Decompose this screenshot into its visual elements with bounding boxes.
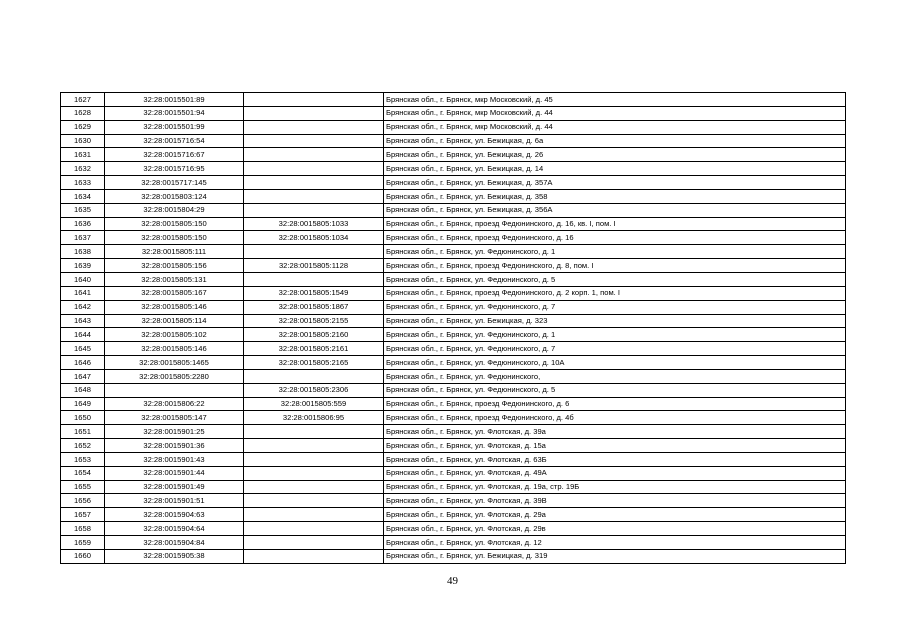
cell-cadastral-number: 32:28:0015806:22 <box>105 397 244 411</box>
cell-cadastral-number: 32:28:0015716:67 <box>105 148 244 162</box>
cell-number: 1653 <box>61 452 105 466</box>
cell-object-number <box>244 176 384 190</box>
cell-number: 1649 <box>61 397 105 411</box>
cell-address: Брянская обл., г. Брянск, проезд Федюнинского, д. 6 <box>384 397 846 411</box>
cell-address: Брянская обл., г. Брянск, ул. Федюнинского, д. 5 <box>384 272 846 286</box>
cell-address: Брянская обл., г. Брянск, ул. Флотская, д. 39В <box>384 494 846 508</box>
cell-cadastral-number: 32:28:0015901:51 <box>105 494 244 508</box>
cell-cadastral-number: 32:28:0015901:25 <box>105 425 244 439</box>
cell-object-number <box>244 106 384 120</box>
table-row <box>61 93 846 107</box>
cell-address: Брянская обл., г. Брянск, ул. Флотская, д. 29а <box>384 508 846 522</box>
cell-cadastral-number: 32:28:0015803:124 <box>105 189 244 203</box>
cell-number: 1651 <box>61 425 105 439</box>
table-row <box>61 134 846 148</box>
cell-cadastral-number: 32:28:0015805:131 <box>105 272 244 286</box>
cell-cadastral-number: 32:28:0015905:38 <box>105 549 244 563</box>
table-row <box>61 106 846 120</box>
page-number: 49 <box>447 575 458 587</box>
cell-object-number <box>244 134 384 148</box>
cell-cadastral-number: 32:28:0015901:49 <box>105 480 244 494</box>
cell-object-number <box>244 508 384 522</box>
cell-address: Брянская обл., г. Брянск, ул. Бежицкая, д. 6а <box>384 134 846 148</box>
table-row <box>61 452 846 466</box>
cell-object-number: 32:28:0015805:2165 <box>244 356 384 370</box>
cell-number: 1647 <box>61 369 105 383</box>
table-row <box>61 314 846 328</box>
cell-address: Брянская обл., г. Брянск, ул. Флотская, д. 29в <box>384 522 846 536</box>
cell-object-number <box>244 93 384 107</box>
cell-number: 1646 <box>61 356 105 370</box>
cell-address: Брянская обл., г. Брянск, ул. Бежицкая, д. 319 <box>384 549 846 563</box>
cell-object-number <box>244 189 384 203</box>
cell-cadastral-number: 32:28:0015901:43 <box>105 452 244 466</box>
cell-object-number <box>244 425 384 439</box>
table-row <box>61 439 846 453</box>
table-row <box>61 162 846 176</box>
cell-address: Брянская обл., г. Брянск, мкр Московский, д. 45 <box>384 93 846 107</box>
cell-object-number <box>244 120 384 134</box>
cell-number: 1642 <box>61 300 105 314</box>
cell-object-number <box>244 369 384 383</box>
cell-cadastral-number: 32:28:0015805:2280 <box>105 369 244 383</box>
table-row <box>61 217 846 231</box>
cell-number: 1628 <box>61 106 105 120</box>
cell-object-number: 32:28:0015805:2155 <box>244 314 384 328</box>
table-row <box>61 480 846 494</box>
cell-number: 1660 <box>61 549 105 563</box>
cell-object-number <box>244 494 384 508</box>
cell-cadastral-number: 32:28:0015717:145 <box>105 176 244 190</box>
cell-object-number <box>244 452 384 466</box>
cell-number: 1644 <box>61 328 105 342</box>
cell-address: Брянская обл., г. Брянск, ул. Бежицкая, д. 323 <box>384 314 846 328</box>
cell-address: Брянская обл., г. Брянск, проезд Федюнинского, д. 2 корп. 1, пом. I <box>384 286 846 300</box>
cell-number: 1658 <box>61 522 105 536</box>
cell-cadastral-number: 32:28:0015805:111 <box>105 245 244 259</box>
cell-cadastral-number: 32:28:0015904:64 <box>105 522 244 536</box>
cell-object-number: 32:28:0015805:1128 <box>244 259 384 273</box>
cell-cadastral-number: 32:28:0015805:147 <box>105 411 244 425</box>
cell-cadastral-number: 32:28:0015805:150 <box>105 217 244 231</box>
cell-object-number: 32:28:0015805:1549 <box>244 286 384 300</box>
cell-address: Брянская обл., г. Брянск, ул. Бежицкая, д. 356А <box>384 203 846 217</box>
cell-address: Брянская обл., г. Брянск, проезд Федюнинского, д. 8, пом. I <box>384 259 846 273</box>
cell-address: Брянская обл., г. Брянск, ул. Флотская, д. 63Б <box>384 452 846 466</box>
cell-number: 1654 <box>61 466 105 480</box>
cell-number: 1629 <box>61 120 105 134</box>
cell-number: 1630 <box>61 134 105 148</box>
cell-number: 1645 <box>61 342 105 356</box>
table-row <box>61 549 846 563</box>
cell-cadastral-number: 32:28:0015501:99 <box>105 120 244 134</box>
cell-object-number <box>244 203 384 217</box>
cell-object-number: 32:28:0015805:559 <box>244 397 384 411</box>
cell-cadastral-number: 32:28:0015901:36 <box>105 439 244 453</box>
address-table <box>60 92 846 564</box>
cell-number: 1636 <box>61 217 105 231</box>
cell-number: 1652 <box>61 439 105 453</box>
cell-address: Брянская обл., г. Брянск, проезд Федюнинского, д. 16, кв. I, пом. I <box>384 217 846 231</box>
cell-object-number <box>244 536 384 550</box>
cell-cadastral-number: 32:28:0015805:150 <box>105 231 244 245</box>
table-row <box>61 259 846 273</box>
cell-cadastral-number: 32:28:0015716:95 <box>105 162 244 176</box>
table-row <box>61 508 846 522</box>
table-row <box>61 245 846 259</box>
cell-address: Брянская обл., г. Брянск, ул. Федюнинского, д. 1 <box>384 245 846 259</box>
cell-object-number: 32:28:0015805:1034 <box>244 231 384 245</box>
cell-object-number: 32:28:0015805:2161 <box>244 342 384 356</box>
cell-object-number: 32:28:0015805:1867 <box>244 300 384 314</box>
cell-address: Брянская обл., г. Брянск, ул. Флотская, д. 39а <box>384 425 846 439</box>
table-row <box>61 203 846 217</box>
cell-number: 1643 <box>61 314 105 328</box>
cell-cadastral-number: 32:28:0015805:102 <box>105 328 244 342</box>
cell-cadastral-number: 32:28:0015716:54 <box>105 134 244 148</box>
cell-number: 1631 <box>61 148 105 162</box>
table-row <box>61 176 846 190</box>
cell-cadastral-number: 32:28:0015904:63 <box>105 508 244 522</box>
table-row <box>61 356 846 370</box>
table-row <box>61 466 846 480</box>
cell-address: Брянская обл., г. Брянск, ул. Бежицкая, д. 26 <box>384 148 846 162</box>
table-row <box>61 411 846 425</box>
cell-number: 1638 <box>61 245 105 259</box>
cell-address: Брянская обл., г. Брянск, ул. Федюнинского, д. 10А <box>384 356 846 370</box>
cell-address: Брянская обл., г. Брянск, ул. Бежицкая, д. 14 <box>384 162 846 176</box>
cell-object-number <box>244 162 384 176</box>
cell-cadastral-number: 32:28:0015805:156 <box>105 259 244 273</box>
table-row <box>61 536 846 550</box>
table-row <box>61 189 846 203</box>
table-body <box>61 93 846 564</box>
table-row <box>61 148 846 162</box>
table-row <box>61 272 846 286</box>
table-row <box>61 397 846 411</box>
cell-number: 1655 <box>61 480 105 494</box>
cell-object-number <box>244 439 384 453</box>
cell-cadastral-number: 32:28:0015805:114 <box>105 314 244 328</box>
table-row <box>61 522 846 536</box>
cell-number: 1641 <box>61 286 105 300</box>
cell-address: Брянская обл., г. Брянск, ул. Федюнинского, <box>384 369 846 383</box>
cell-cadastral-number: 32:28:0015805:146 <box>105 342 244 356</box>
cell-object-number: 32:28:0015806:95 <box>244 411 384 425</box>
cell-number: 1659 <box>61 536 105 550</box>
cell-object-number: 32:28:0015805:2160 <box>244 328 384 342</box>
cell-address: Брянская обл., г. Брянск, мкр Московский, д. 44 <box>384 120 846 134</box>
cell-number: 1634 <box>61 189 105 203</box>
table-row <box>61 286 846 300</box>
cell-cadastral-number: 32:28:0015805:146 <box>105 300 244 314</box>
table-row <box>61 231 846 245</box>
cell-object-number <box>244 148 384 162</box>
table-row <box>61 425 846 439</box>
table-row <box>61 342 846 356</box>
cell-cadastral-number: 32:28:0015805:167 <box>105 286 244 300</box>
cell-number: 1640 <box>61 272 105 286</box>
table-row <box>61 369 846 383</box>
cell-address: Брянская обл., г. Брянск, ул. Флотская, д. 15а <box>384 439 846 453</box>
cell-number: 1632 <box>61 162 105 176</box>
cell-object-number <box>244 480 384 494</box>
table-row <box>61 383 846 397</box>
cell-object-number <box>244 245 384 259</box>
cell-cadastral-number <box>105 383 244 397</box>
cell-address: Брянская обл., г. Брянск, проезд Федюнинского, д. 16 <box>384 231 846 245</box>
cell-object-number <box>244 272 384 286</box>
cell-object-number <box>244 549 384 563</box>
cell-object-number <box>244 466 384 480</box>
cell-address: Брянская обл., г. Брянск, ул. Федюнинского, д. 5 <box>384 383 846 397</box>
cell-address: Брянская обл., г. Брянск, проезд Федюнинского, д. 4б <box>384 411 846 425</box>
cell-number: 1656 <box>61 494 105 508</box>
cell-cadastral-number: 32:28:0015804:29 <box>105 203 244 217</box>
cell-cadastral-number: 32:28:0015901:44 <box>105 466 244 480</box>
cell-number: 1657 <box>61 508 105 522</box>
cell-address: Брянская обл., г. Брянск, ул. Федюнинского, д. 7 <box>384 342 846 356</box>
cell-object-number: 32:28:0015805:2306 <box>244 383 384 397</box>
cell-cadastral-number: 32:28:0015501:94 <box>105 106 244 120</box>
cell-number: 1639 <box>61 259 105 273</box>
cell-address: Брянская обл., г. Брянск, ул. Флотская, д. 19а, стр. 19Б <box>384 480 846 494</box>
cell-address: Брянская обл., г. Брянск, ул. Флотская, д. 12 <box>384 536 846 550</box>
table-row <box>61 494 846 508</box>
cell-number: 1637 <box>61 231 105 245</box>
table-row <box>61 300 846 314</box>
cell-object-number <box>244 522 384 536</box>
cell-number: 1633 <box>61 176 105 190</box>
cell-address: Брянская обл., г. Брянск, ул. Флотская, д. 49А <box>384 466 846 480</box>
cell-number: 1650 <box>61 411 105 425</box>
cell-cadastral-number: 32:28:0015501:89 <box>105 93 244 107</box>
cell-address: Брянская обл., г. Брянск, ул. Бежицкая, д. 358 <box>384 189 846 203</box>
cell-number: 1635 <box>61 203 105 217</box>
cell-address: Брянская обл., г. Брянск, ул. Федюнинского, д. 1 <box>384 328 846 342</box>
table-row <box>61 120 846 134</box>
table-row <box>61 328 846 342</box>
cell-cadastral-number: 32:28:0015904:84 <box>105 536 244 550</box>
cell-object-number: 32:28:0015805:1033 <box>244 217 384 231</box>
cell-address: Брянская обл., г. Брянск, ул. Бежицкая, д. 357А <box>384 176 846 190</box>
cell-number: 1648 <box>61 383 105 397</box>
cell-address: Брянская обл., г. Брянск, ул. Федюнинского, д. 7 <box>384 300 846 314</box>
cell-address: Брянская обл., г. Брянск, мкр Московский, д. 44 <box>384 106 846 120</box>
cell-cadastral-number: 32:28:0015805:1465 <box>105 356 244 370</box>
cell-number: 1627 <box>61 93 105 107</box>
